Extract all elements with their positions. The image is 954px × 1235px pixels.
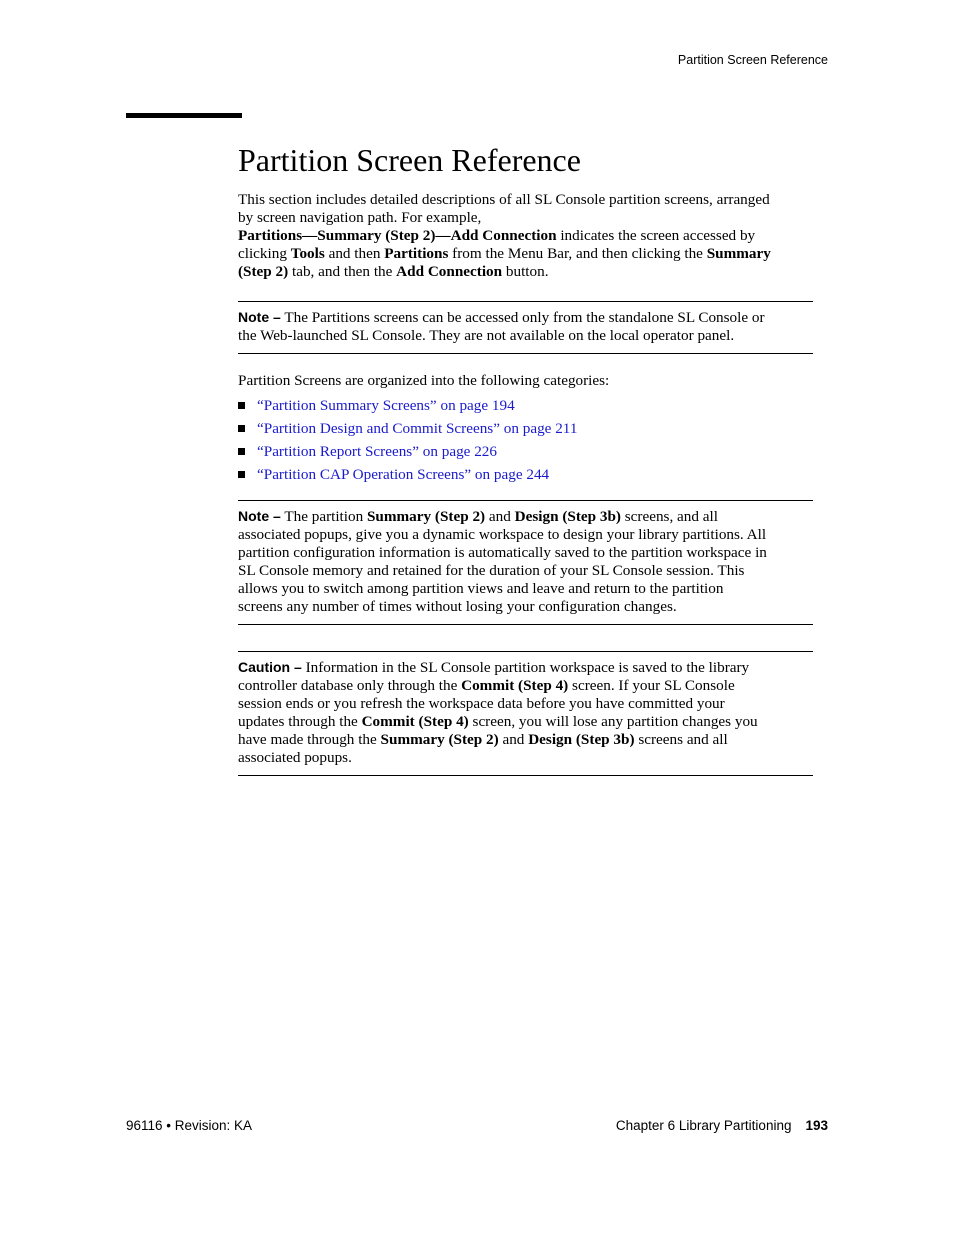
intro-paragraph bbox=[238, 191, 824, 281]
note-line: allows you to switch among partition views and leave and return to the partition bbox=[238, 580, 724, 597]
link-partition-report-screens[interactable]: “Partition Report Screens” on page 226 bbox=[257, 443, 497, 460]
footer-doc-revision: 96116 • Revision: KA bbox=[126, 1118, 253, 1133]
note-line: SL Console memory and retained for the duration of your SL Console session. This bbox=[238, 562, 745, 579]
intro-line: clicking Tools and then Partitions from the Menu Bar, and then clicking the Summary bbox=[238, 245, 771, 262]
note-line: partition configuration information is automatically saved to the partition workspace in bbox=[238, 544, 767, 561]
intro-line: by screen navigation path. For example, bbox=[238, 209, 482, 226]
note-line: Note – The partition Summary (Step 2) and Design (Step 3b) screens, and all bbox=[238, 508, 718, 525]
page-number: 193 bbox=[805, 1118, 828, 1133]
title-rule bbox=[126, 113, 242, 118]
category-link-list bbox=[238, 394, 824, 486]
intro-line: Partitions—Summary (Step 2)—Add Connection indicates the screen accessed by bbox=[238, 227, 756, 244]
page-content bbox=[238, 191, 824, 776]
running-header: Partition Screen Reference bbox=[677, 53, 828, 67]
page-title: Partition Screen Reference bbox=[238, 142, 581, 178]
square-bullet-icon bbox=[238, 471, 245, 478]
square-bullet-icon bbox=[238, 425, 245, 432]
note-line: associated popups, give you a dynamic workspace to design your library partitions. All bbox=[238, 526, 767, 543]
intro-line: This section includes detailed descriptions of all SL Console partition screens, arranged bbox=[238, 191, 770, 208]
note-line: the Web-launched SL Console. They are not available on the local operator panel. bbox=[238, 327, 735, 344]
note-box bbox=[238, 500, 813, 625]
caution-line: Caution – Information in the SL Console partition workspace is saved to the library bbox=[238, 659, 750, 676]
list-item bbox=[238, 417, 824, 440]
list-item bbox=[238, 440, 824, 463]
intro-line: (Step 2) tab, and then the Add Connection button. bbox=[238, 263, 549, 280]
list-item bbox=[238, 394, 824, 417]
link-partition-cap-operation-screens[interactable]: “Partition CAP Operation Screens” on page 244 bbox=[257, 466, 550, 483]
caution-label: Caution – bbox=[238, 659, 302, 675]
list-item bbox=[238, 463, 824, 486]
caution-line: associated popups. bbox=[238, 749, 352, 766]
note-line: screens any number of times without losing your configuration changes. bbox=[238, 598, 677, 615]
square-bullet-icon bbox=[238, 448, 245, 455]
caution-line: have made through the Summary (Step 2) and Design (Step 3b) screens and all bbox=[238, 731, 728, 748]
categories-lead: Partition Screens are organized into the following categories: bbox=[238, 372, 610, 389]
footer-chapter bbox=[616, 1118, 828, 1133]
note-line: Note – The Partitions screens can be accessed only from the standalone SL Console or bbox=[238, 309, 765, 326]
footer-chapter-title: Chapter 6 Library Partitioning bbox=[615, 1118, 792, 1133]
link-partition-design-commit-screens[interactable]: “Partition Design and Commit Screens” on page 211 bbox=[257, 420, 578, 437]
note-label: Note – bbox=[238, 309, 281, 325]
caution-box bbox=[238, 651, 813, 776]
square-bullet-icon bbox=[238, 402, 245, 409]
categories-section bbox=[238, 372, 824, 486]
caution-line: session ends or you refresh the workspace data before you have committed your bbox=[238, 695, 725, 712]
note-box bbox=[238, 301, 813, 354]
note-label: Note – bbox=[238, 508, 281, 524]
caution-line: controller database only through the Commit (Step 4) screen. If your SL Console bbox=[238, 677, 735, 694]
caution-line: updates through the Commit (Step 4) screen, you will lose any partition changes you bbox=[238, 713, 758, 730]
link-partition-summary-screens[interactable]: “Partition Summary Screens” on page 194 bbox=[257, 397, 515, 414]
